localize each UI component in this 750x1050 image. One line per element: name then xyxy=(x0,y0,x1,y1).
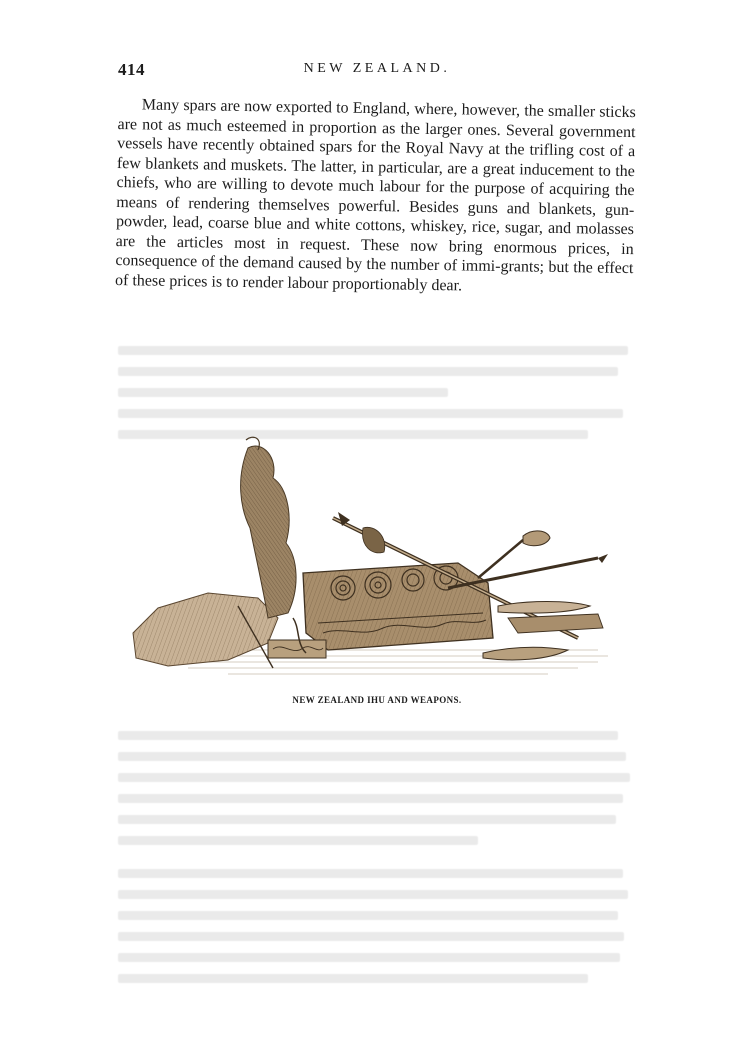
paddle xyxy=(498,602,590,614)
body-paragraph: Many spars are now exported to England, where, however, the smaller sticks are not as much esteemed in proportion as the larger ones. Several government vessels have recently obtained spars for the Royal Navy at the trifling cost of a few blankets and muskets. The latter, in particular, are a great inducement to the chiefs, who are willing to devote much labour for the purpose of acquiring the means of rendering themselves powerful. Besides guns and blankets, gun-powder, lead, coarse blue and white cottons, whiskey, rice, sugar, and molasses are the articles most in request. These now bring enormous prices, in consequence of the demand caused by the number of immi-grants; but the effect of these prices is to render labour proportionably dear. xyxy=(114,96,636,294)
wooden-blade xyxy=(483,647,568,660)
figure-caption: NEW ZEALAND IHU AND WEAPONS. xyxy=(292,695,462,705)
small-carving xyxy=(268,640,326,658)
page-number: 414 xyxy=(118,60,145,79)
running-title: NEW ZEALAND. xyxy=(303,61,451,76)
club-head xyxy=(523,531,550,546)
show-through-lower xyxy=(118,725,636,989)
engraving-illustration xyxy=(128,428,618,686)
running-head xyxy=(118,60,636,84)
